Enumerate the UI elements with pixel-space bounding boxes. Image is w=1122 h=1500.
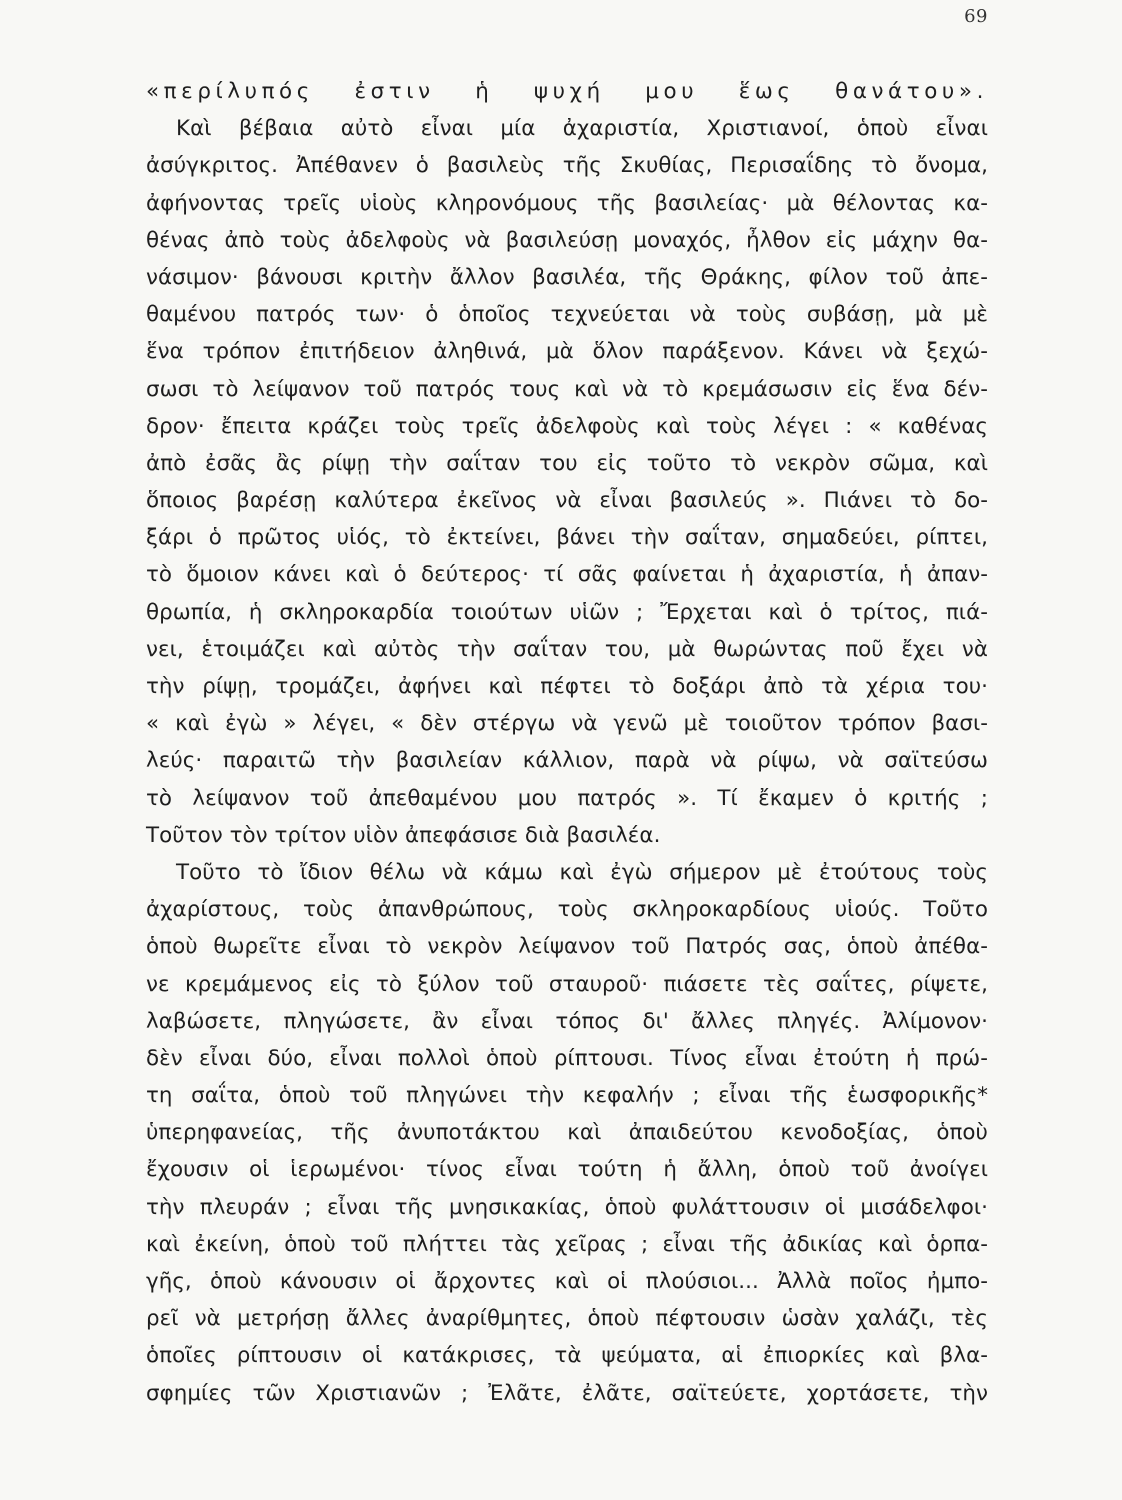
text-line: Τοῦτον τὸν τρίτον υἱὸν ἀπεφάσισε διὰ βασιλέα. [146, 822, 661, 848]
text-line: τὴν πλευράν ; εἶναι τῆς μνησικακίας, ὁποὺ φυλάττουσιν οἱ μισάδελφοι· [146, 1194, 988, 1220]
text-line: ἀφήνοντας τρεῖς υἱοὺς κληρονόμους τῆς βασιλείας· μὰ θέλοντας κα- [146, 190, 988, 216]
page-number: 69 [964, 6, 988, 27]
text-line: θένας ἀπὸ τοὺς ἀδελφοὺς νὰ βασιλεύσῃ μοναχός, ἦλθον εἰς μάχην θα- [146, 227, 988, 253]
text-line: ὑπερηφανείας, τῆς ἀνυποτάκτου καὶ ἀπαιδεύτου κενοδοξίας, ὁποὺ [146, 1120, 988, 1146]
text-line: νει, ἑτοιμάζει καὶ αὐτὸς τὴν σαΐταν του, μὰ θωρώντας ποῦ ἔχει νὰ [146, 636, 988, 662]
body-text [146, 73, 988, 1412]
text-line: γῆς, ὁποὺ κάνουσιν οἱ ἄρχοντες καὶ οἱ πλούσιοι... Ἀλλὰ ποῖος ἠμπο- [146, 1269, 988, 1294]
text-line: Καὶ βέβαια αὐτὸ εἶναι μία ἀχαριστία, Χριστιανοί, ὁποὺ εἶναι [176, 116, 988, 142]
text-line: ἀχαρίστους, τοὺς ἀπανθρώπους, τοὺς σκληροκαρδίους υἱούς. Τοῦτο [146, 897, 988, 923]
text-line: Τοῦτο τὸ ἴδιον θέλω νὰ κάμω καὶ ἐγὼ σήμερον μὲ ἐτούτους τοὺς [176, 859, 988, 885]
text-line: δρον· ἔπειτα κράζει τοὺς τρεῖς ἀδελφοὺς καὶ τοὺς λέγει : « καθένας [146, 413, 988, 439]
text-line: ἔχουσιν οἱ ἱερωμένοι· τίνος εἶναι τούτη ἡ ἄλλη, ὁποὺ τοῦ ἀνοίγει [146, 1157, 988, 1183]
text-line: τὸ λείψανον τοῦ ἀπεθαμένου μου πατρός ». Τί ἔκαμεν ὁ κριτής ; [146, 785, 988, 811]
text-line: νάσιμον· βάνουσι κριτὴν ἄλλον βασιλέα, τῆς Θράκης, φίλον τοῦ ἀπε- [146, 264, 988, 290]
text-line: ἕνα τρόπον ἐπιτήδειον ἀληθινά, μὰ ὅλον παράξενον. Κάνει νὰ ξεχώ- [146, 339, 988, 365]
text-line: ὅποιος βαρέσῃ καλύτερα ἐκεῖνος νὰ εἶναι βασιλεύς ». Πιάνει τὸ δο- [146, 488, 988, 514]
text-line: λαβώσετε, πληγώσετε, ἂν εἶναι τόπος δι' ἄλλες πληγές. Ἀλίμονον· [146, 1008, 988, 1034]
text-line: λεύς· παραιτῶ τὴν βασιλείαν κάλλιον, παρὰ νὰ ρίψω, νὰ σαϊτεύσω [146, 748, 988, 774]
text-line: δὲν εἶναι δύο, εἶναι πολλοὶ ὁποὺ ρίπτουσι. Τίνος εἶναι ἐτούτη ἡ πρώ- [146, 1045, 988, 1071]
text-line: ξάρι ὁ πρῶτος υἱός, τὸ ἐκτείνει, βάνει τὴν σαΐταν, σημαδεύει, ρίπτει, [146, 525, 988, 551]
text-line: καὶ ἐκείνη, ὁποὺ τοῦ πλήττει τὰς χεῖρας ; εἶναι τῆς ἀδικίας καὶ ὁρπα- [146, 1231, 988, 1257]
text-line: ἀπὸ ἐσᾶς ἂς ρίψῃ τὴν σαΐταν του εἰς τοῦτο τὸ νεκρὸν σῶμα, καὶ [146, 450, 988, 476]
text-line: θαμένου πατρός των· ὁ ὁποῖος τεχνεύεται νὰ τοὺς συβάσῃ, μὰ μὲ [146, 302, 988, 328]
text-line: σφημίες τῶν Χριστιανῶν ; Ἐλᾶτε, ἐλᾶτε, σαϊτεύετε, χορτάσετε, τὴν [146, 1380, 988, 1406]
text-line: τη σαΐτα, ὁποὺ τοῦ πληγώνει τὴν κεφαλήν ; εἶναι τῆς ἑωσφορικῆς* [146, 1083, 988, 1109]
text-line: τὸ ὅμοιον κάνει καὶ ὁ δεύτερος· τί σᾶς φαίνεται ἡ ἀχαριστία, ἡ ἀπαν- [146, 562, 988, 588]
text-line: τὴν ρίψῃ, τρομάζει, ἀφήνει καὶ πέφτει τὸ δοξάρι ἀπὸ τὰ χέρια του· [146, 674, 988, 699]
text-line: θρωπία, ἡ σκληροκαρδία τοιούτων υἱῶν ; Ἔρχεται καὶ ὁ τρίτος, πιά- [146, 599, 988, 625]
text-line: «περίλυπός ἐστιν ἡ ψυχή μου ἕως θανάτου». [146, 79, 988, 104]
text-line: ρεῖ νὰ μετρήσῃ ἄλλες ἀναρίθμητες, ὁποὺ πέφτουσιν ὡσὰν χαλάζι, τὲς [146, 1306, 988, 1332]
text-line: ἀσύγκριτος. Ἀπέθανεν ὁ βασιλεὺς τῆς Σκυθίας, Περισαΐδης τὸ ὄνομα, [146, 153, 988, 179]
text-line: ὁποὺ θωρεῖτε εἶναι τὸ νεκρὸν λείψανον τοῦ Πατρός σας, ὁποὺ ἀπέθα- [146, 934, 988, 960]
text-line: νε κρεμάμενος εἰς τὸ ξύλον τοῦ σταυροῦ· πιάσετε τὲς σαΐτες, ρίψετε, [146, 971, 988, 997]
text-line: ὁποῖες ρίπτουσιν οἱ κατάκρισες, τὰ ψεύματα, αἱ ἐπιορκίες καὶ βλα- [146, 1343, 988, 1369]
text-line: « καὶ ἐγὼ » λέγει, « δὲν στέργω νὰ γενῶ μὲ τοιοῦτον τρόπον βασι- [146, 711, 988, 737]
text-line: σωσι τὸ λείψανον τοῦ πατρός τους καὶ νὰ τὸ κρεμάσωσιν εἰς ἕνα δέν- [146, 376, 988, 402]
